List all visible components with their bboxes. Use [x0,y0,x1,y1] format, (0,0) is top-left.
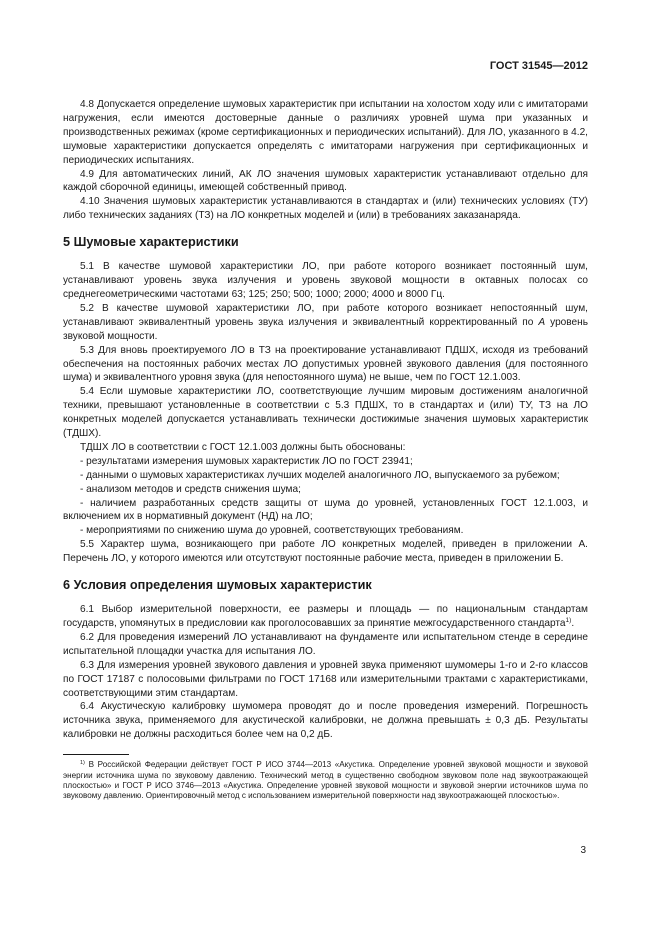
footnote [63,760,588,802]
clause-4-9: 4.9 Для автоматических линий, АК ЛО значения шумовых характеристик устанавливают отдельно для каждой сборочной единицы, имеющей собственный привод. [63,168,588,194]
clause-4-10: 4.10 Значения шумовых характеристик устанавливаются в стандартах и (или) технических условиях (ТУ) либо технических заданиях (ТЗ) на ЛО конкретных моделей и (или) в требованиях заказанаряда. [63,196,588,222]
footnote-body: В Российской Федерации действует ГОСТ Р ИСО 3744—2013 «Акустика. Определение уровней звуковой мощности и звуковой энергии источника шума по звуковому давлению. Технический метод в существенно свободном звуковом поле над звукоотражающей плоскостью» и ГОСТ Р ИСО 3746—2013 «Акустика. Определение уровней звуковой мощности и звуковой энергии источников шума по звуковому давлению. Ориентировочный метод с использованием измерительной поверхности над звукоотражающей плоскостью». [63,760,588,801]
section-5-title: 5 Шумовые характеристики [63,235,239,250]
clause-5-2-italic-a: А [538,316,546,328]
clause-6-4: 6.4 Акустическую калибровку шумомера проводят до и после проведения измерений. Погрешность источника звука, применяемого для акустической калибровки, не должна превышать ± 0,3 дБ. Результаты калибровки не должны расходиться более чем на 0,2 дБ. [63,701,588,741]
clause-5-4-justification: ТДШХ ЛО в соответствии с ГОСТ 12.1.003 должны быть обоснованы: [80,441,406,453]
intro-clauses [63,98,588,223]
clause-6-1 [63,603,588,631]
clause-5-2-text-b: уровень звуковой мощности. [63,316,588,342]
section-6-title: 6 Условия определения шумовых характеристик [63,578,372,593]
footnote-reference[interactable]: 1) [565,617,572,624]
document-code: ГОСТ 31545—2012 [489,60,588,72]
clause-5-2 [63,302,588,344]
clause-6-2: 6.2 Для проведения измерений ЛО устанавливают на фундаменте или испытательном стенде в середине испытательной площадки участка для испытания ЛО. [63,631,588,657]
section-5-body [63,260,588,566]
list-item: - мероприятиями по снижению шума до уровней, соответствующих требованиям. [80,525,464,537]
clause-6-1-text: 6.1 Выбор измерительной поверхности, ее размеры и площадь — по национальным стандартам государств, упомянутых в предисловии как проголосовавших за принятие межгосударственного стандарта [63,604,588,629]
clause-6-1-end: . [571,618,575,629]
clause-6-3: 6.3 Для измерения уровней звукового давления и уровней звука применяют шумомеры 1-го и 2-го классов по ГОСТ 17187 с полосовыми фильтрами по ГОСТ 17168 или измерительными трактами с характеристиками, соответствующими этим стандартам. [63,659,588,699]
list-item: - наличием разработанных средств защиты от шума до уровней, установленных ГОСТ 12.1.003, и включением их в нормативный документ (НД) на ЛО; [63,497,588,523]
clause-5-5: 5.5 Характер шума, возникающего при работе ЛО конкретных моделей, приведен в приложении А. Перечень ЛО, у которого имеются или отсутствуют постоянные рабочие места, приведен в приложении Б. [63,539,588,565]
list-item: - анализом методов и средств снижения шума; [80,483,301,495]
footnote-text [63,760,588,802]
clause-5-3: 5.3 Для вновь проектируемого ЛО в ТЗ на проектирование устанавливают ПДШХ, исходя из требований обеспечения на постоянных рабочих местах ЛО допустимых уровней звукового давления (для постоянного шума) и эквивалентного уровня звука (для непостоянного шума) не выше, чем по ГОСТ 12.1.003. [63,344,588,384]
list-item: - данными о шумовых характеристиках лучших моделей аналогичного ЛО, выпускаемого за рубежом; [80,469,560,481]
clause-4-8: 4.8 Допускается определение шумовых характеристик при испытании на холостом ходу или с имитаторами нагружения, если имеются достоверные данные о различиях уровней шума при указанных и производственных режимах (кроме сертификационных и периодических испытаний). Для ЛО, указанного в 4.2, шумовые характеристики допускается определять с имитаторами нагружения при сертификационных и периодических испытаниях. [63,99,588,166]
clause-5-2-text-a: 5.2 В качестве шумовой характеристики ЛО, при работе которого возникает непостоянный шум, устанавливают эквивалентный уровень звука излучения и эквивалентный корректированный по [63,302,588,328]
footnote-marker: 1) [80,760,85,767]
list-item: - результатами измерения шумовых характеристик ЛО по ГОСТ 23941; [80,455,413,467]
clause-5-1: 5.1 В качестве шумовой характеристики ЛО, при работе которого возникает постоянный шум, устанавливают уровень звука излучения и уровень звуковой мощности в октавных полосах со среднегеометрическими частотами 63; 125; 250; 500; 1000; 2000; 4000 и 8000 Гц. [63,261,588,300]
section-6-body [63,603,588,742]
clause-5-4: 5.4 Если шумовые характеристики ЛО, соответствующие лучшим мировым достижениям аналогичной техники, превышают установленные в соответствии с 5.3 ПДШХ, то в стандартах и (или) ТУ, ТЗ на ЛО конкретных моделей допускается устанавливать технически достижимые значения шумовых характеристик (ТДШХ). [63,386,588,440]
page-number: 3 [580,845,586,856]
footnote-divider [63,754,129,755]
